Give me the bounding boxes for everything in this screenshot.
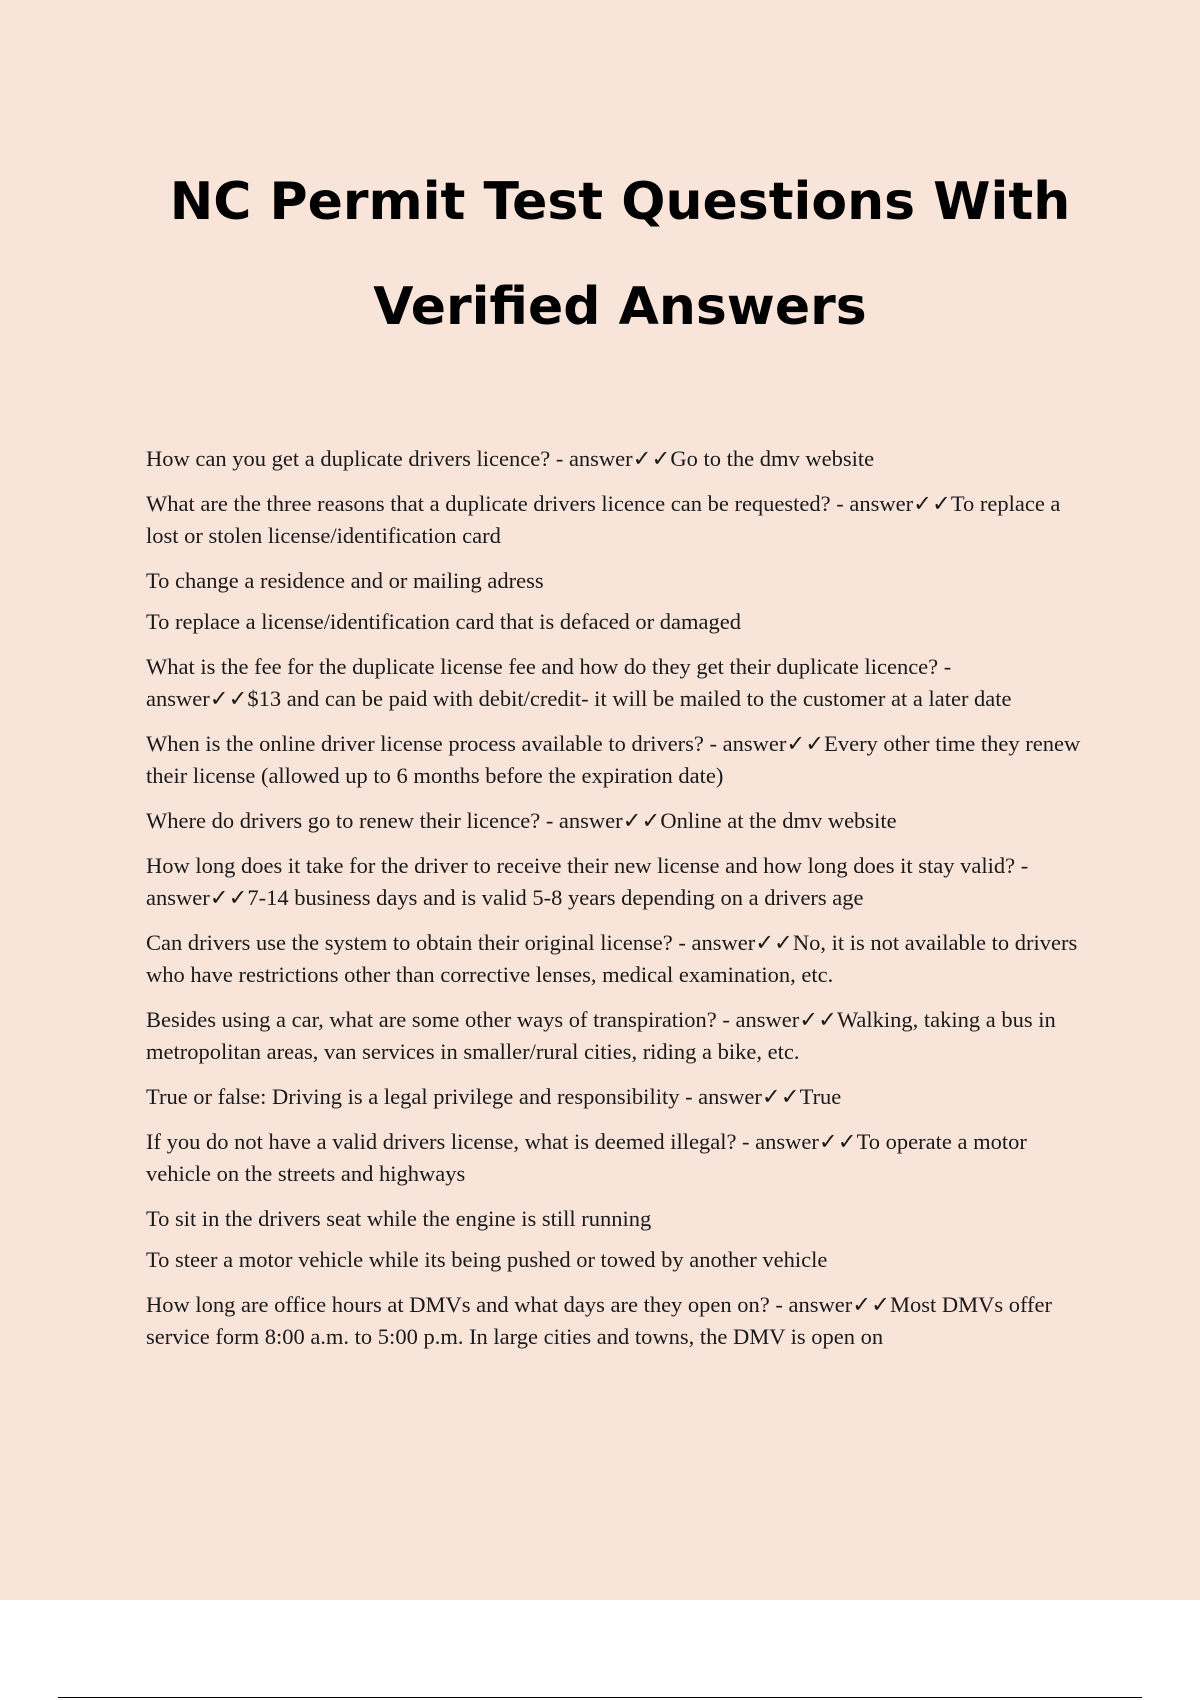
qa-paragraph-7: Where do drivers go to renew their licence? - answer✓✓Online at the dmv website [146, 808, 897, 833]
qa-paragraph-13: To sit in the drivers seat while the engine is still running [146, 1206, 652, 1231]
qa-paragraph-9: Can drivers use the system to obtain their original license? - answer✓✓No, it is not available to drivers who have restrictions other than corrective lenses, medical examination, etc. [146, 930, 1078, 987]
document-title [0, 150, 1200, 360]
qa-paragraph-6: When is the online driver license process available to drivers? - answer✓✓Every other time they renew their license (allowed up to 6 months before the expiration date) [146, 731, 1081, 788]
qa-paragraph-5: What is the fee for the duplicate license fee and how do they get their duplicate licence? - answer✓✓$13 and can be paid with debit/credit- it will be mailed to the customer at a later date [146, 654, 1012, 711]
qa-paragraph-2: What are the three reasons that a duplicate drivers licence can be requested? - answer✓✓To replace a lost or stolen license/identification card [146, 491, 1061, 548]
document-title-line-1: NC Permit Test Questions With [169, 172, 1071, 232]
footer-divider [58, 1697, 1142, 1698]
qa-content [146, 443, 1086, 1366]
qa-paragraph-11: True or false: Driving is a legal privilege and responsibility - answer✓✓True [146, 1084, 842, 1109]
qa-paragraph-14: To steer a motor vehicle while its being pushed or towed by another vehicle [146, 1247, 828, 1272]
qa-paragraph-8: How long does it take for the driver to receive their new license and how long does it stay valid? - answer✓✓7-14 business days and is valid 5-8 years depending on a drivers age [146, 853, 1029, 910]
qa-paragraph-4: To replace a license/identification card that is defaced or damaged [146, 609, 742, 634]
document-title-line-2: Verified Answers [373, 277, 867, 337]
qa-paragraph-1: How can you get a duplicate drivers licence? - answer✓✓Go to the dmv website [146, 446, 875, 471]
qa-paragraph-15: How long are office hours at DMVs and what days are they open on? - answer✓✓Most DMVs offer service form 8:00 a.m. to 5:00 p.m. In large cities and towns, the DMV is open on [146, 1292, 1053, 1349]
qa-paragraph-10: Besides using a car, what are some other ways of transpiration? - answer✓✓Walking, taking a bus in metropolitan areas, van services in smaller/rural cities, riding a bike, etc. [146, 1007, 1056, 1064]
qa-paragraph-3: To change a residence and or mailing adress [146, 568, 544, 593]
qa-paragraph-12: If you do not have a valid drivers license, what is deemed illegal? - answer✓✓To operate a motor vehicle on the streets and highways [146, 1129, 1027, 1186]
